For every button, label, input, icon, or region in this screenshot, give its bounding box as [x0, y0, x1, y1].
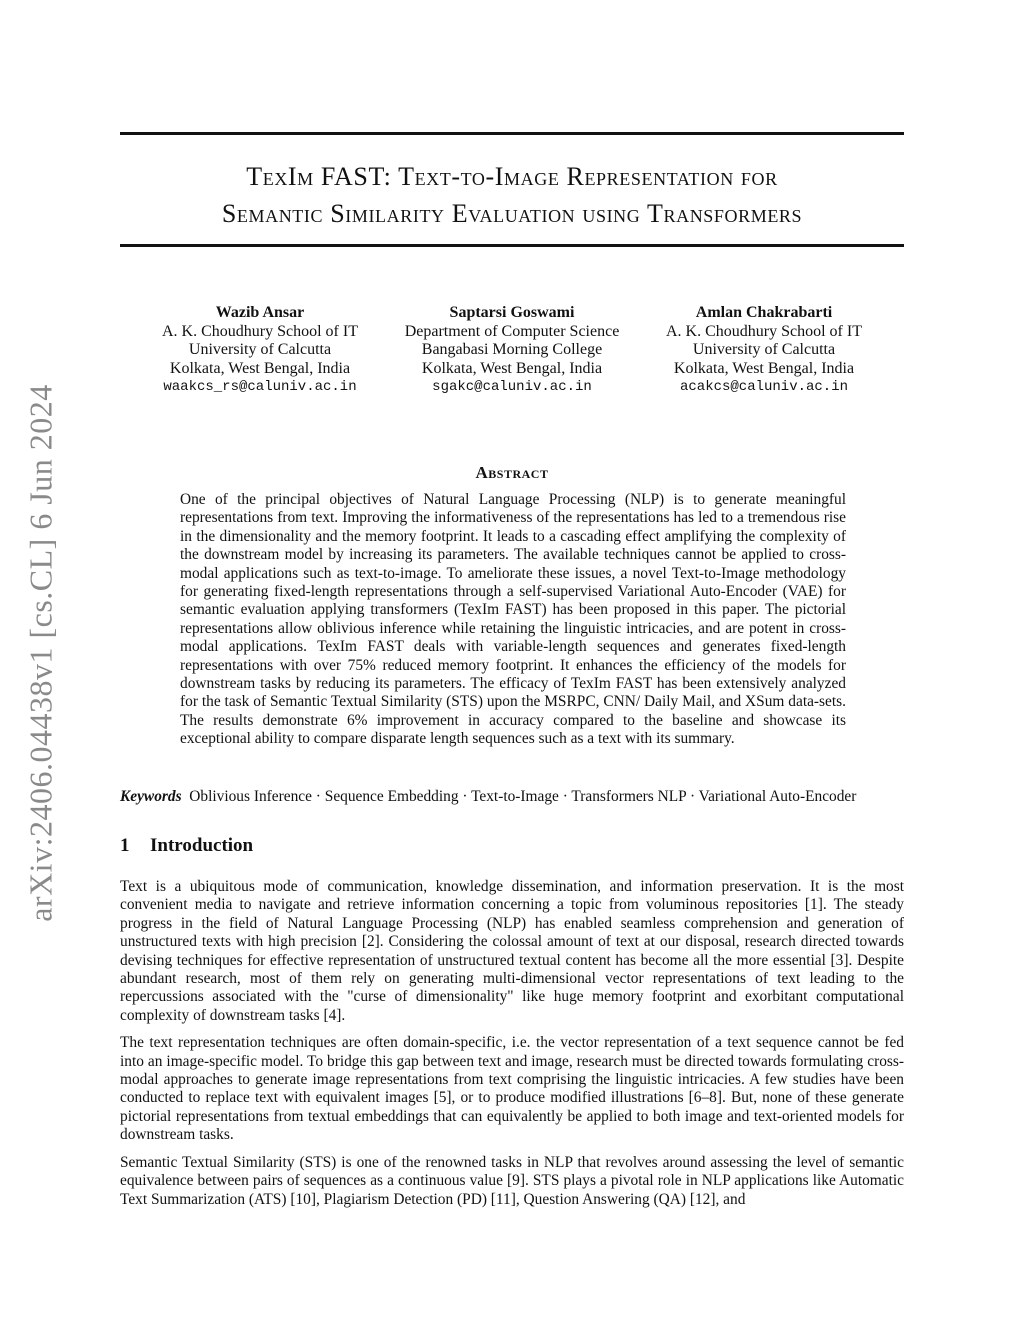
author-3	[644, 304, 884, 397]
section-heading	[120, 835, 253, 857]
author-name: Amlan Chakrabarti	[695, 304, 833, 321]
title-line-1: TexIm FAST: Text-to-Image Representation for	[246, 162, 778, 191]
abstract-text: One of the principal objectives of Natural Language Processing (NLP) is to generate meaningful representations from text. Improving the informativeness of the representations has led to a tremendous rise in the dimensionality and the memory footprint. It leads to a cascading effect amplifying the complexity of the downstream model by increasing its parameters. The available techniques cannot be applied to cross-modal applications such as text-to-image. To ameliorate these issues, a novel Text-to-Image methodology for generating fixed-length representations through a self-supervised Variational Auto-Encoder (VAE) for semantic evaluation applying transformers (TexIm FAST) has been proposed in this paper. The pictorial representations allow oblivious inference while retaining the linguistic intricacies, and are potent in cross-modal applications. TexIm FAST deals with variable-length sequences and generates fixed-length representations with over 75% reduced memory footprint. It enhances the efficiency of the models for downstream tasks by reducing its parameters. The efficacy of TexIm FAST has been extensively analyzed for the task of Semantic Textual Similarity (STS) upon the MSRPC, CNN/ Daily Mail, and XSum data-sets. The results demonstrate 6% improvement in accuracy compared to the baseline and showcase its exceptional ability to compare disparate length sequences such as a text with its summary.	[180, 491, 846, 748]
author-2	[382, 304, 642, 397]
author-1	[140, 304, 380, 397]
author-name: Saptarsi Goswami	[449, 304, 575, 321]
author-affiliation: A. K. Choudhury School of IT	[162, 322, 358, 340]
keywords-label: Keywords	[120, 788, 182, 805]
arxiv-side-stamp	[6, 358, 76, 948]
title-line-2: Semantic Similarity Evaluation using Transformers	[221, 199, 803, 228]
section-title: Introduction	[150, 835, 254, 856]
keywords-line	[120, 788, 920, 806]
author-affiliation: Department of Computer Science	[404, 322, 620, 340]
abstract-heading: Abstract	[475, 463, 549, 482]
paper-title	[120, 158, 904, 232]
author-institution: University of Calcutta	[692, 341, 836, 358]
author-institution: University of Calcutta	[188, 341, 332, 358]
author-institution: Bangabasi Morning College	[421, 341, 603, 358]
author-location: Kolkata, West Bengal, India	[421, 359, 603, 377]
section-number: 1	[120, 835, 130, 856]
author-email[interactable]: waakcs_rs@caluniv.ac.in	[163, 379, 357, 395]
author-location: Kolkata, West Bengal, India	[673, 359, 855, 377]
paragraph: Semantic Textual Similarity (STS) is one of the renowned tasks in NLP that revolves around assessing the level of semantic equivalence between pairs of sequences as a continuous value [9]. STS plays a pivotal role in NLP applications like Automatic Text Summarization (ATS) [10], Plagiarism Detection (PD) [11], Question Answering (QA) [12], and	[120, 1153, 904, 1208]
author-email[interactable]: acakcs@caluniv.ac.in	[679, 379, 849, 395]
title-rule-bottom	[120, 244, 904, 247]
introduction-body	[120, 878, 904, 1218]
paragraph: Text is a ubiquitous mode of communication, knowledge dissemination, and information preservation. It is the most convenient media to navigate and retrieve information concerning a topic from voluminous repositories [1]. The steady progress in the field of Natural Language Processing (NLP) has enabled seamless comprehension and generation of unstructured texts with high precision [2]. Considering the colossal amount of text at our disposal, research directed towards devising techniques for effective representation of unstructured textual content has become all the more essential [3]. Despite abundant research, most of them rely on generating multi-dimensional vector representations of text leading to the repercussions associated with the "curse of dimensionality" like huge memory footprint and exorbitant computational complexity of downstream tasks [4].	[120, 878, 904, 1024]
author-name: Wazib Ansar	[215, 304, 305, 321]
author-affiliation: A. K. Choudhury School of IT	[666, 322, 862, 340]
author-location: Kolkata, West Bengal, India	[169, 359, 351, 377]
title-rule-top	[120, 132, 904, 135]
arxiv-stamp-text: arXiv:2406.04438v1 [cs.CL] 6 Jun 2024	[22, 384, 59, 922]
author-email[interactable]: sgakc@caluniv.ac.in	[432, 379, 592, 395]
paragraph: The text representation techniques are often domain-specific, i.e. the vector representation of a text sequence cannot be fed into an image-specific model. To bridge this gap between text and image, research must be directed towards formulating cross-modal approaches to generate image representations from text comprising the linguistic intricacies. A few studies have been conducted to replace text with equivalent images [5], or to produce modified illustrations [6–8]. But, none of these generate pictorial representations from textual embeddings that can equivalently be applied to both image and text-oriented models for downstream tasks.	[120, 1034, 904, 1144]
keywords-text: Oblivious Inference · Sequence Embedding · Text-to-Image · Transformers NLP · Variational Auto-Encoder	[189, 788, 857, 805]
